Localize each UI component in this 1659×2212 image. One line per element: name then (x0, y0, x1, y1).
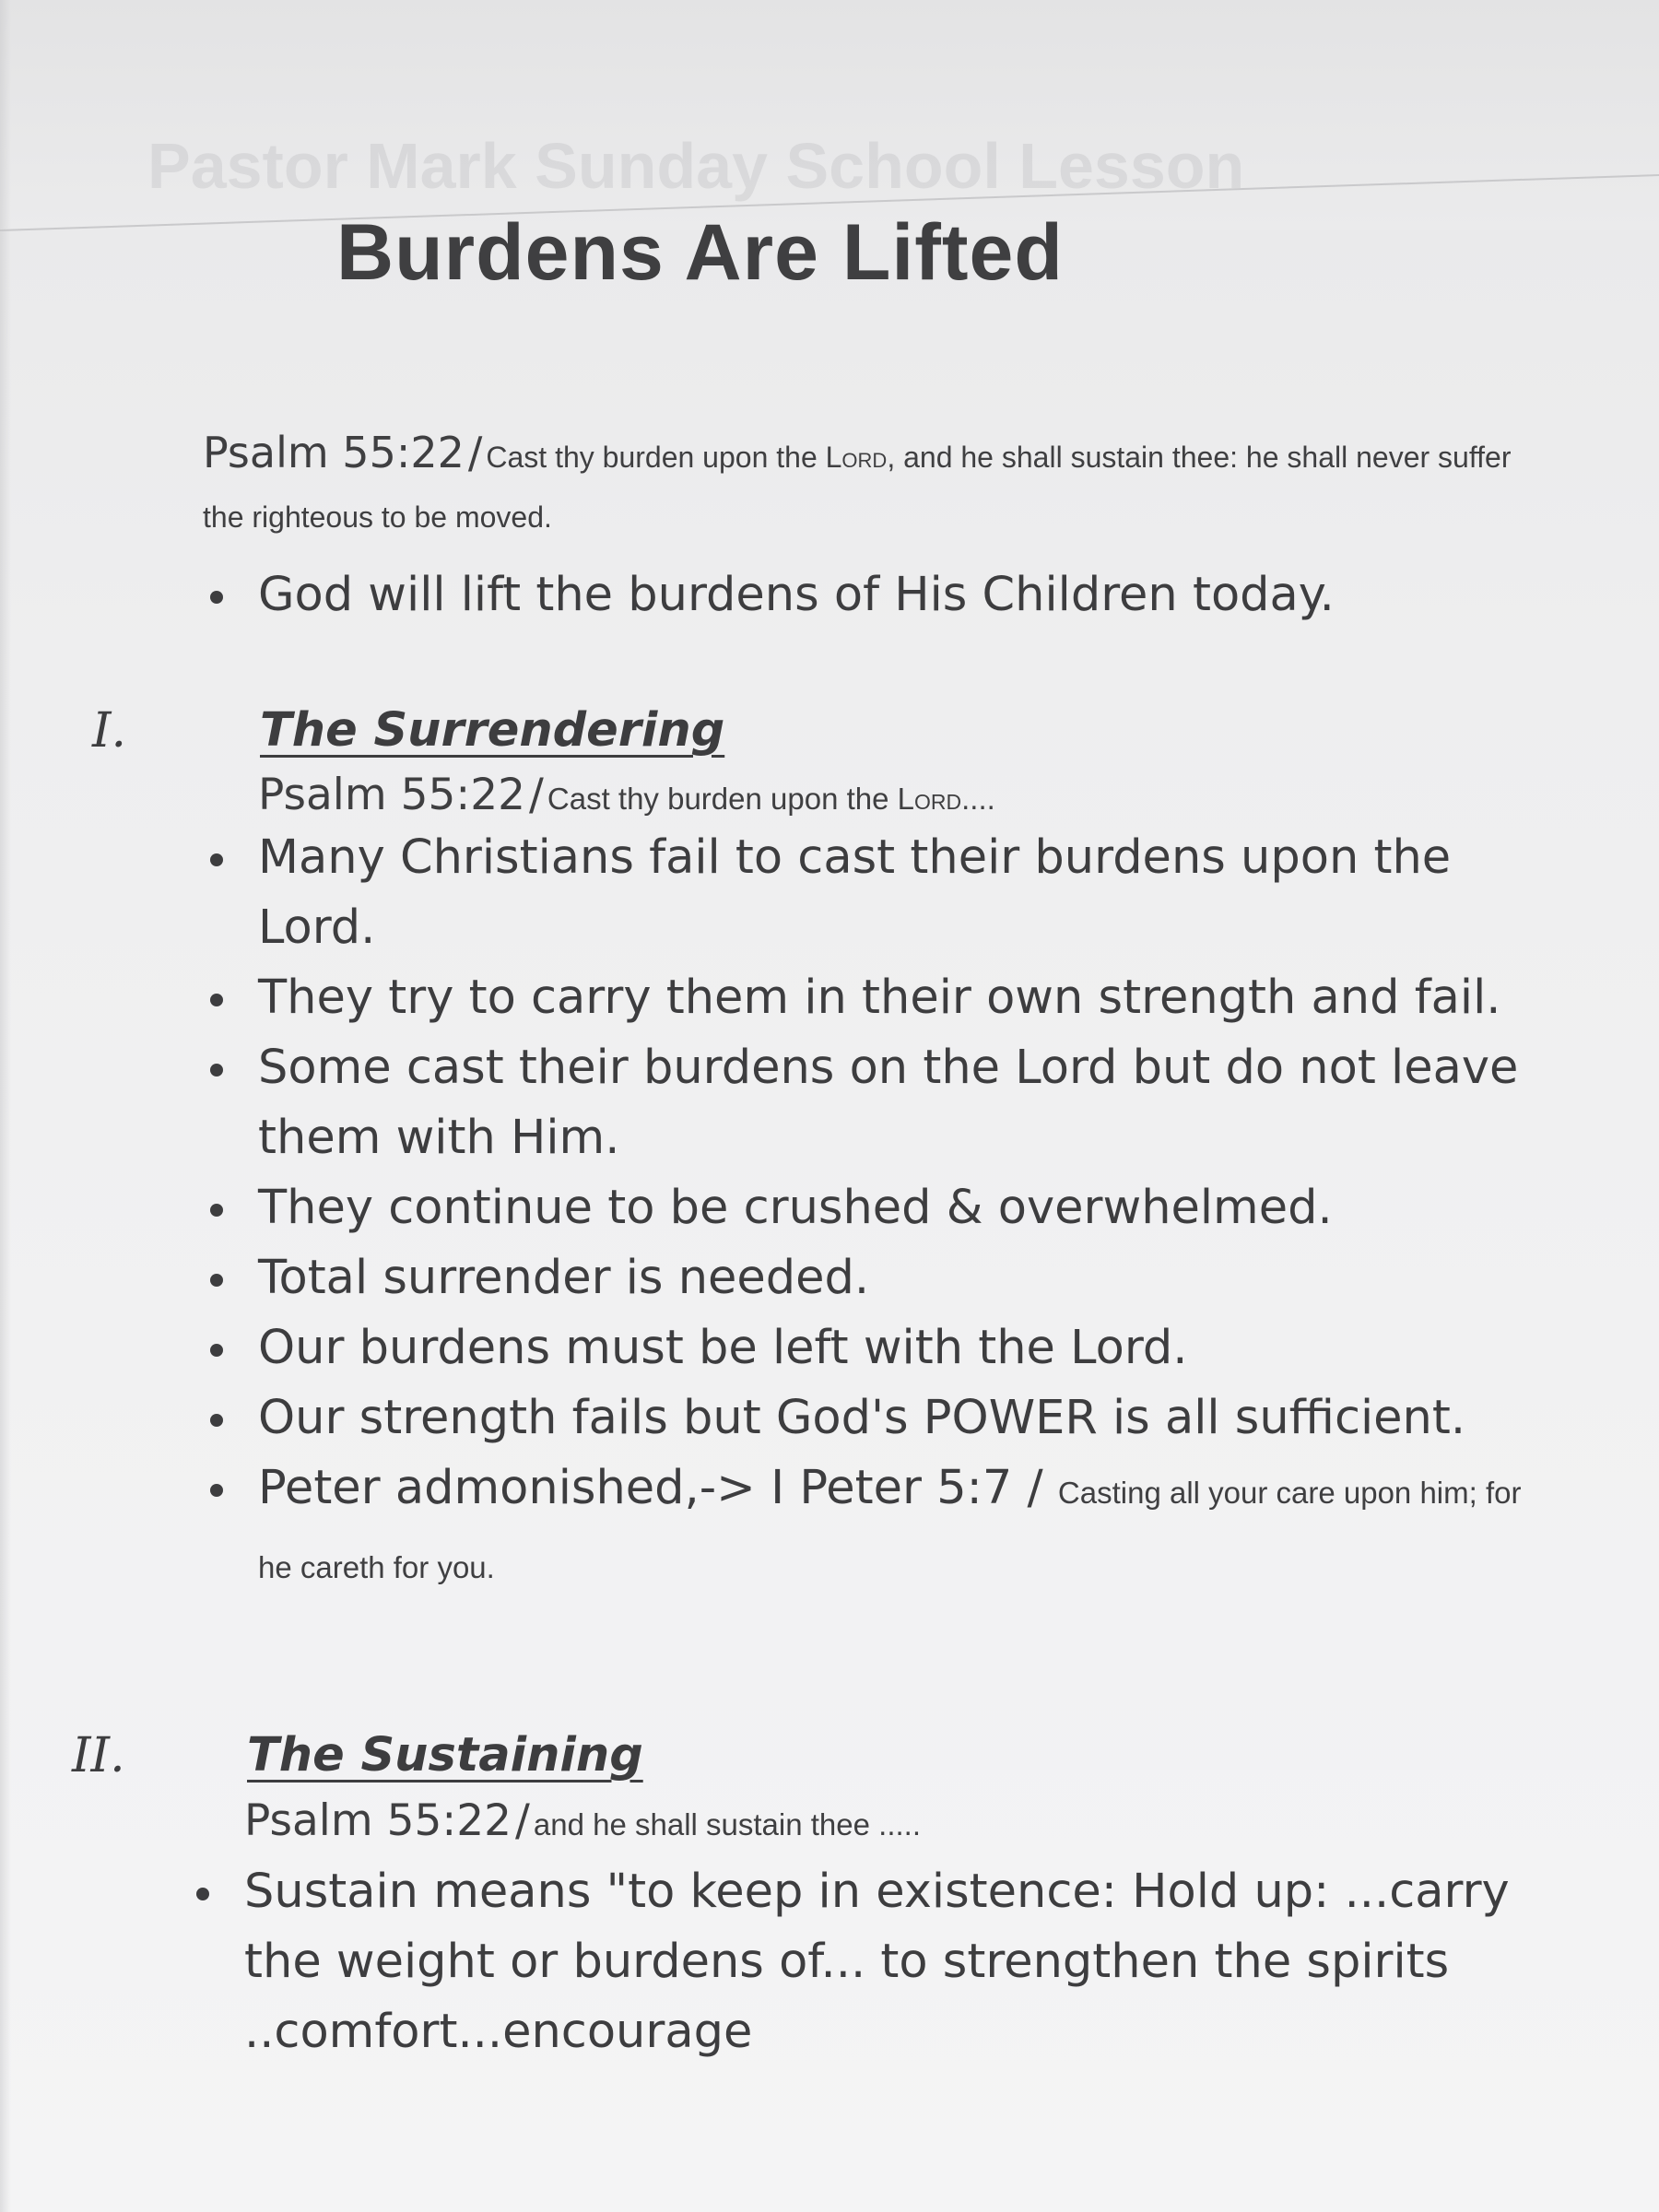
section-1-reference (258, 770, 995, 820)
list-item: God will lift the burdens of His Children today. (203, 560, 1493, 630)
list-item-peter (203, 1453, 1530, 1603)
peter-separator: / (1027, 1461, 1043, 1515)
section-2-numeral: II. (72, 1728, 125, 1783)
section-1-verse-lord: Lord (897, 782, 962, 816)
intro-reference (203, 426, 1512, 550)
section-2-title: The Sustaining (247, 1728, 643, 1783)
peter-verse: Casting all your care upon him; for he careth for you. (258, 1476, 1522, 1584)
intro-verse-before: Cast thy burden upon the (486, 441, 826, 474)
paper-fold-line (0, 0, 1659, 240)
list-item: They continue to be crushed & overwhelmed. (203, 1173, 1530, 1243)
intro-bullet-list (203, 560, 1493, 630)
section-2-ref-label: Psalm 55:22 (244, 1795, 512, 1846)
section-1-title: The Surrendering (260, 703, 725, 758)
section-1-bullet-list (203, 823, 1530, 1603)
list-item: Some cast their burdens on the Lord but do not leave them with Him. (203, 1033, 1530, 1173)
section-1-ref-label: Psalm 55:22 (258, 770, 526, 820)
section-2-bullet-list (189, 1857, 1553, 2067)
section-1-numeral: I. (92, 703, 127, 759)
section-2-ref-separator: / (515, 1795, 530, 1846)
intro-verse-after: , and he shall sustain thee: he shall never suffer the righteous to be moved. (203, 441, 1512, 534)
peter-reference: I Peter 5:7 (771, 1461, 1013, 1515)
list-item: They try to carry them in their own strength and fail. (203, 963, 1530, 1033)
section-1-verse-before: Cast thy burden upon the (547, 782, 898, 816)
intro-verse-lord: Lord (825, 441, 888, 474)
section-2-verse: and he shall sustain thee ..... (533, 1807, 921, 1841)
section-2-reference (244, 1795, 921, 1846)
list-item: Our strength fails but God's POWER is all sufficient. (203, 1383, 1530, 1453)
intro-ref-separator: / (467, 428, 483, 477)
list-item: Sustain means "to keep in existence: Hold up: ...carry the weight or burdens of... to strengthen the spirits ..comfort...encourage (189, 1857, 1553, 2067)
peter-text: Peter admonished,-> (258, 1461, 756, 1515)
intro-ref-label: Psalm 55:22 (203, 428, 465, 477)
ghost-header-text: Pastor Mark Sunday School Lesson (147, 130, 1245, 202)
list-item: Many Christians fail to cast their burdens upon the Lord. (203, 823, 1530, 963)
list-item: Total surrender is needed. (203, 1243, 1530, 1313)
list-item: Our burdens must be left with the Lord. (203, 1313, 1530, 1383)
sheet-edge-shadow (0, 0, 11, 2212)
section-1-verse-after: .... (961, 782, 995, 816)
section-1-ref-separator: / (529, 770, 544, 820)
page-title: Burdens Are Lifted (336, 208, 1064, 297)
